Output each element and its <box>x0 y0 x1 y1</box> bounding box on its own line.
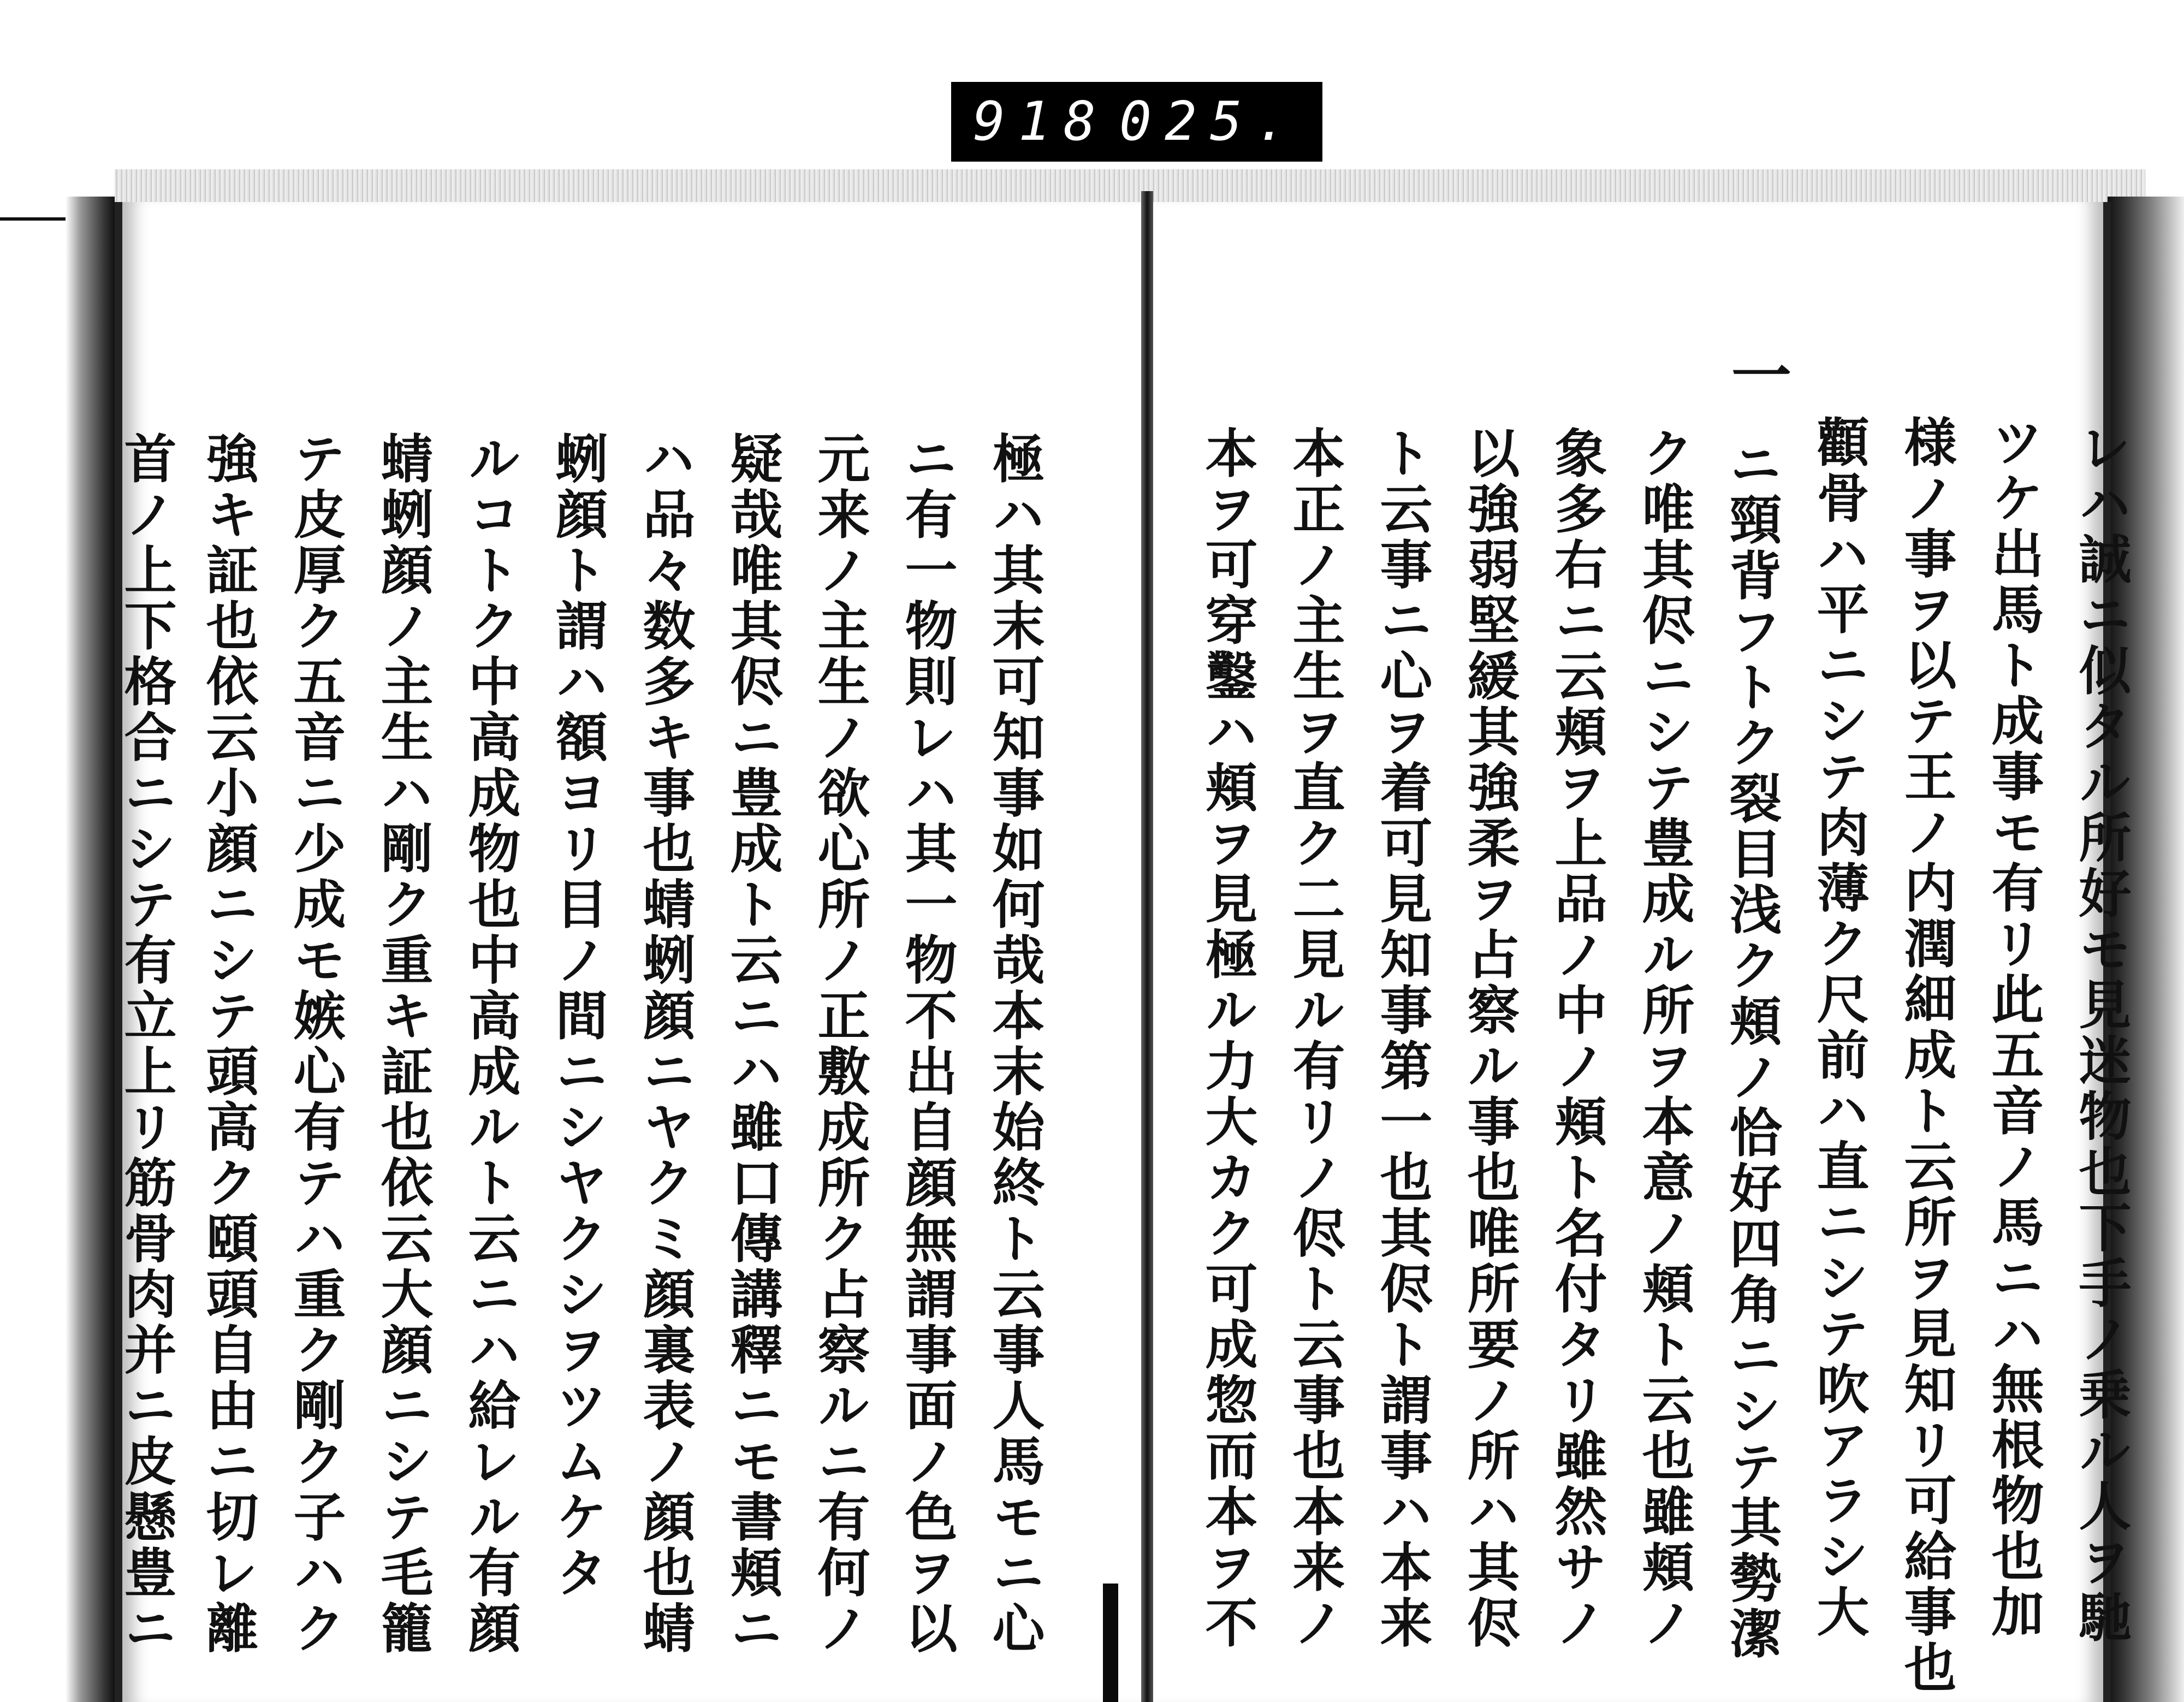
right-page-column-6: ク唯其侭ニシテ豊成ル所ヲ本意ノ頬ト云也雖頬ノ <box>1634 426 1695 1651</box>
left-page-column-3: 元来ノ主生ノ欲心所ノ正敷成所ク占察ルニ有何ノ <box>809 431 871 1657</box>
left-page-column-8: 蜻蛚顔ノ主生ハ剛ク重キ証也依云大顔ニシテ毛籠 <box>372 431 434 1657</box>
left-page-column-6: 蛚顔ト謂ハ額ヨリ目ノ間ニシヤクシヲツムケタ <box>547 431 609 1601</box>
right-page-column-1: レハ誠ニ似タル所好モ見迷物也下手ノ乗ル人ヲ馳 <box>2070 420 2132 1646</box>
gutter-tab <box>1103 1584 1118 1702</box>
left-page-column-1: 極ハ其末可知事如何哉本末始終ト云事人馬モニ心 <box>984 431 1046 1657</box>
left-page-column-4: 疑哉唯其侭ニ豊成ト云ニハ雖口傳講釋ニモ書頬ニ <box>722 431 784 1657</box>
right-page-column-5: ニ頸背フトク裂目浅ク頬ノ恰好四角ニシテ其勢潔 <box>1721 437 1783 1662</box>
left-page-column-7: ルコトク中高成物也中高成ルト云ニハ給レル有顔 <box>460 431 521 1657</box>
right-page-column-10: 本正ノ主生ヲ直ク二見ル有リノ侭ト云事也本来ノ <box>1284 426 1346 1651</box>
archive-label-right-number: 025. <box>1119 91 1301 153</box>
right-page-column-9: ト云事ニ心ヲ着可見知事第一也其侭ト謂事ハ本来 <box>1372 426 1433 1651</box>
book-gutter <box>1141 191 1153 1702</box>
right-page-column-3: 様ノ事ヲ以テ王ノ内潤細成ト云所ヲ見知リ可給事也 <box>1896 415 1957 1696</box>
left-page-column-11: 首ノ上下格合ニシテ有立上リ筋骨肉并ニ皮懸豊ニ <box>116 431 177 1657</box>
left-page-column-9: テ皮厚ク五音ニ少成モ嫉心有テハ重ク剛ク子ハク <box>285 431 347 1657</box>
left-page-column-2: ニ有一物則レハ其一物不出自顔無謂事面ノ色ヲ以 <box>897 431 958 1657</box>
right-page-column-7: 象多右ニ云頬ヲ上品ノ中ノ頬ト名付タリ雖然サノ <box>1546 426 1608 1651</box>
right-page-column-4: 顴骨ハ平ニシテ肉薄ク尺前ハ直ニシテ吹アラシ大 <box>1808 415 1870 1640</box>
right-page-column-11: 本ヲ可穿鑿ハ頬ヲ見極ル力大カク可成惣而本ヲ不 <box>1197 426 1259 1651</box>
right-page-column-8: 以強弱堅緩其強柔ヲ占察ル事也唯所要ノ所ハ其侭 <box>1459 426 1521 1651</box>
left-cover-edge <box>66 197 115 1702</box>
left-page-column-5: ハ品々数多キ事也蜻蛚顔ニヤクミ顔裏表ノ顔也蜻 <box>634 431 696 1657</box>
archive-label-left-number: 918 <box>973 91 1109 153</box>
archive-label <box>951 82 1322 162</box>
right-page-section-marker: 一 <box>1722 344 1792 407</box>
left-page-column-10: 強キ証也依云小顔ニシテ頭高ク頤頭自由ニ切レ離 <box>198 431 259 1657</box>
right-page-column-2: ツケ出馬ト成事モ有リ此五音ノ馬ニハ無根物也加 <box>1983 415 2045 1640</box>
